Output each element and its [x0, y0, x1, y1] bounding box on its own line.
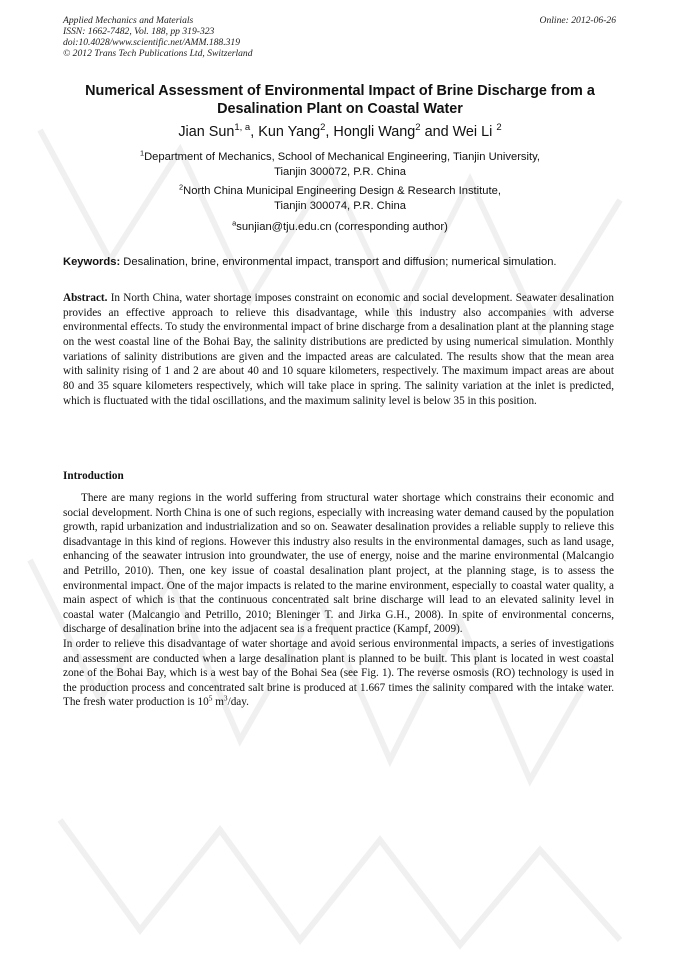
journal-name: Applied Mechanics and Materials — [63, 15, 194, 26]
paper-title: Numerical Assessment of Environmental Impact of Brine Discharge from a Desalination Plant on Coastal Water — [85, 83, 595, 117]
affil-mark: 2 — [179, 182, 184, 192]
author-name: Jian Sun — [178, 124, 235, 140]
author-conjunction: and — [424, 124, 449, 140]
keywords-label: Keywords: — [63, 256, 121, 268]
section-heading: Introduction — [63, 470, 124, 482]
affil-address: Tianjin 300074, P.R. China — [274, 200, 406, 212]
doi-line: doi:10.4028/www.scientific.net/AMM.188.319 — [63, 37, 241, 48]
exponent: 3 — [223, 693, 228, 703]
email-mark: a — [232, 218, 237, 228]
paragraph-text: In order to relieve this disadvantage of water shortage and avoid serious environmental impacts, a series of investigations and assessment are conducted when a large desalination plant is planned to be built. This plant is located in west coastal zone of the Bohai Bay, which is a west bay of the Bohai Sea (see Fig. 1). The reverse osmosis (RO) technology is used in the production process and concentrated salt brine is produced at 1.667 times the salinity compared with the intake water. The fresh water production is 10 — [63, 637, 614, 709]
affil-mark: 1 — [139, 148, 145, 158]
affil-text: North China Municipal Engineering Design & Research Institute, — [183, 185, 501, 197]
journal-header — [63, 15, 253, 59]
unit-text: m — [212, 696, 224, 709]
affil-address: Tianjin 300072, P.R. China — [274, 166, 406, 178]
exponent: 5 — [208, 693, 213, 703]
abstract-label: Abstract. — [63, 292, 108, 304]
author-affil-mark: 2 — [415, 122, 421, 134]
body-paragraph: There are many regions in the world suffering from structural water shortage which constrains their economic and social development. North China is one of such regions, especially with increasing water demand caused by the population growth, rapid urbanization and industrialization and so on. Seawater desalination provides a reliable supply to relieve this disadvantage in this kind of regions. However this industry also results in the environmental damages, such as land usage, enhancing of the seawater intrusion into groundwater, the use of energy, noise and the marine environmental (Malcangio and Petrillo, 2010). Then, one key issue of coastal desalination plant project, at the planning stage, is to assess the environmental impact. One of the major impacts is related to the marine environment, especially to coastal water quality, a main aspect of which is that the continuous concentrated salt brine discharge will lead to an elevated salinity level in coastal water (Malcangio and Petrillo, 2010; Bleninger T. and Jirka G.H., 2008). In spite of environmental concerns, discharge of desalination brine into the adjacent sea is a frequent practice (Kampf, 2009). — [63, 492, 614, 636]
keywords-line — [63, 255, 619, 270]
author-name: Kun Yang — [258, 124, 321, 140]
abstract-paragraph — [63, 291, 614, 408]
introduction-body — [63, 491, 614, 710]
body-paragraph — [63, 637, 614, 710]
affiliation-1 — [60, 150, 620, 180]
corresponding-email — [60, 220, 620, 235]
author-list: Jian Sun$^{1, a}$, Kun Yang$^2$, Hongli Wang$^2$ and Wei Li $^2$ — [178, 122, 502, 140]
keywords-text: Desalination, brine, environmental impact, transport and diffusion; numerical simulation. — [120, 256, 557, 268]
copyright-line: © 2012 Trans Tech Publications Ltd, Switzerland — [63, 48, 253, 59]
author-name: Wei Li — [452, 124, 493, 140]
author-affil-mark: 1, a — [234, 122, 251, 134]
affiliation-2 — [60, 184, 620, 214]
abstract-text: In North China, water shortage imposes constraint on economic and social development. Seawater desalination provides an effective approach to relieve this disadvantage, while this industry also accompanies with adverse environmental effects. To study the environmental impact of brine discharge from a desalination plant at the planning stage on the west coastal line of the Bohai Bay, the salinity distributions are predicted by using numerical simulation. Monthly variations of salinity distributions are given and the impacted areas are calculated. The results show that the mean area with salinity rising of 1 and 2 are about 40 and 10 square kilometers, respectively. The maximum impact areas are about 80 and 35 square kilometers respectively, which will take place in spring. The salinity variation at the inlet is predicted, which is fluctuated with the tidal oscillations, and the maximum salinity level is below 35 in this position. — [63, 292, 614, 407]
unit-text: /day. — [227, 696, 249, 709]
affil-text: Department of Mechanics, School of Mechanical Engineering, Tianjin University, — [144, 151, 540, 163]
issn-line: ISSN: 1662-7482, Vol. 188, pp 319-323 — [63, 26, 215, 37]
author-name: Hongli Wang — [333, 124, 416, 140]
author-affil-mark: 2 — [496, 122, 502, 134]
online-date: Online: 2012-06-26 — [539, 15, 616, 26]
email-text: sunjian@tju.edu.cn (corresponding author) — [236, 221, 448, 233]
author-affil-mark: 2 — [320, 122, 326, 134]
